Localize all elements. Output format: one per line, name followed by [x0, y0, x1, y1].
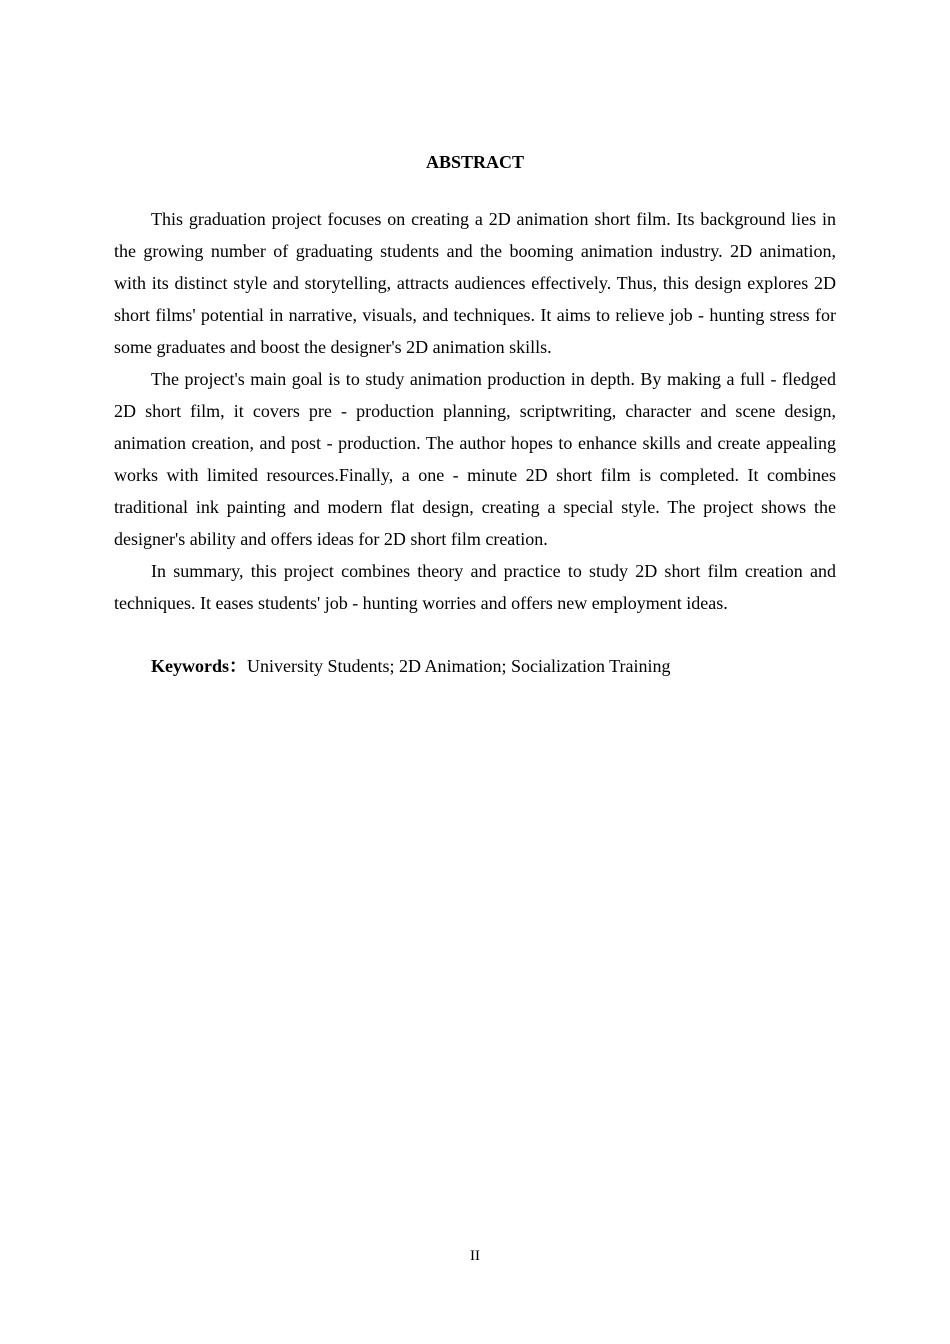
- abstract-paragraph-2: The project's main goal is to study animation production in depth. By making a full - fledged 2D short film, it covers pre - production planning, scriptwriting, character and scene design, animation creation, and post - production. The author hopes to enhance skills and create appealing works with limited resources.Finally, a one - minute 2D short film is completed. It combines traditional ink painting and modern flat design, creating a special style. The project shows the designer's ability and offers ideas for 2D short film creation.: [114, 369, 836, 549]
- keywords-label: Keywords：: [151, 656, 247, 676]
- abstract-paragraph-1: This graduation project focuses on creating a 2D animation short film. Its background lies in the growing number of graduating students and the booming animation industry. 2D animation, with its distinct style and storytelling, attracts audiences effectively. Thus, this design explores 2D short films' potential in narrative, visuals, and techniques. It aims to relieve job - hunting stress for some graduates and boost the designer's 2D animation skills.: [114, 209, 836, 357]
- page-number: II: [470, 1248, 480, 1264]
- abstract-title: ABSTRACT: [425, 152, 525, 172]
- abstract-paragraph-3: In summary, this project combines theory and practice to study 2D short film creation and techniques. It eases students' job - hunting worries and offers new employment ideas.: [114, 561, 836, 613]
- abstract-body: [114, 203, 836, 619]
- keywords-list: University Students; 2D Animation; Socialization Training: [247, 656, 671, 676]
- keywords-line: [151, 650, 836, 682]
